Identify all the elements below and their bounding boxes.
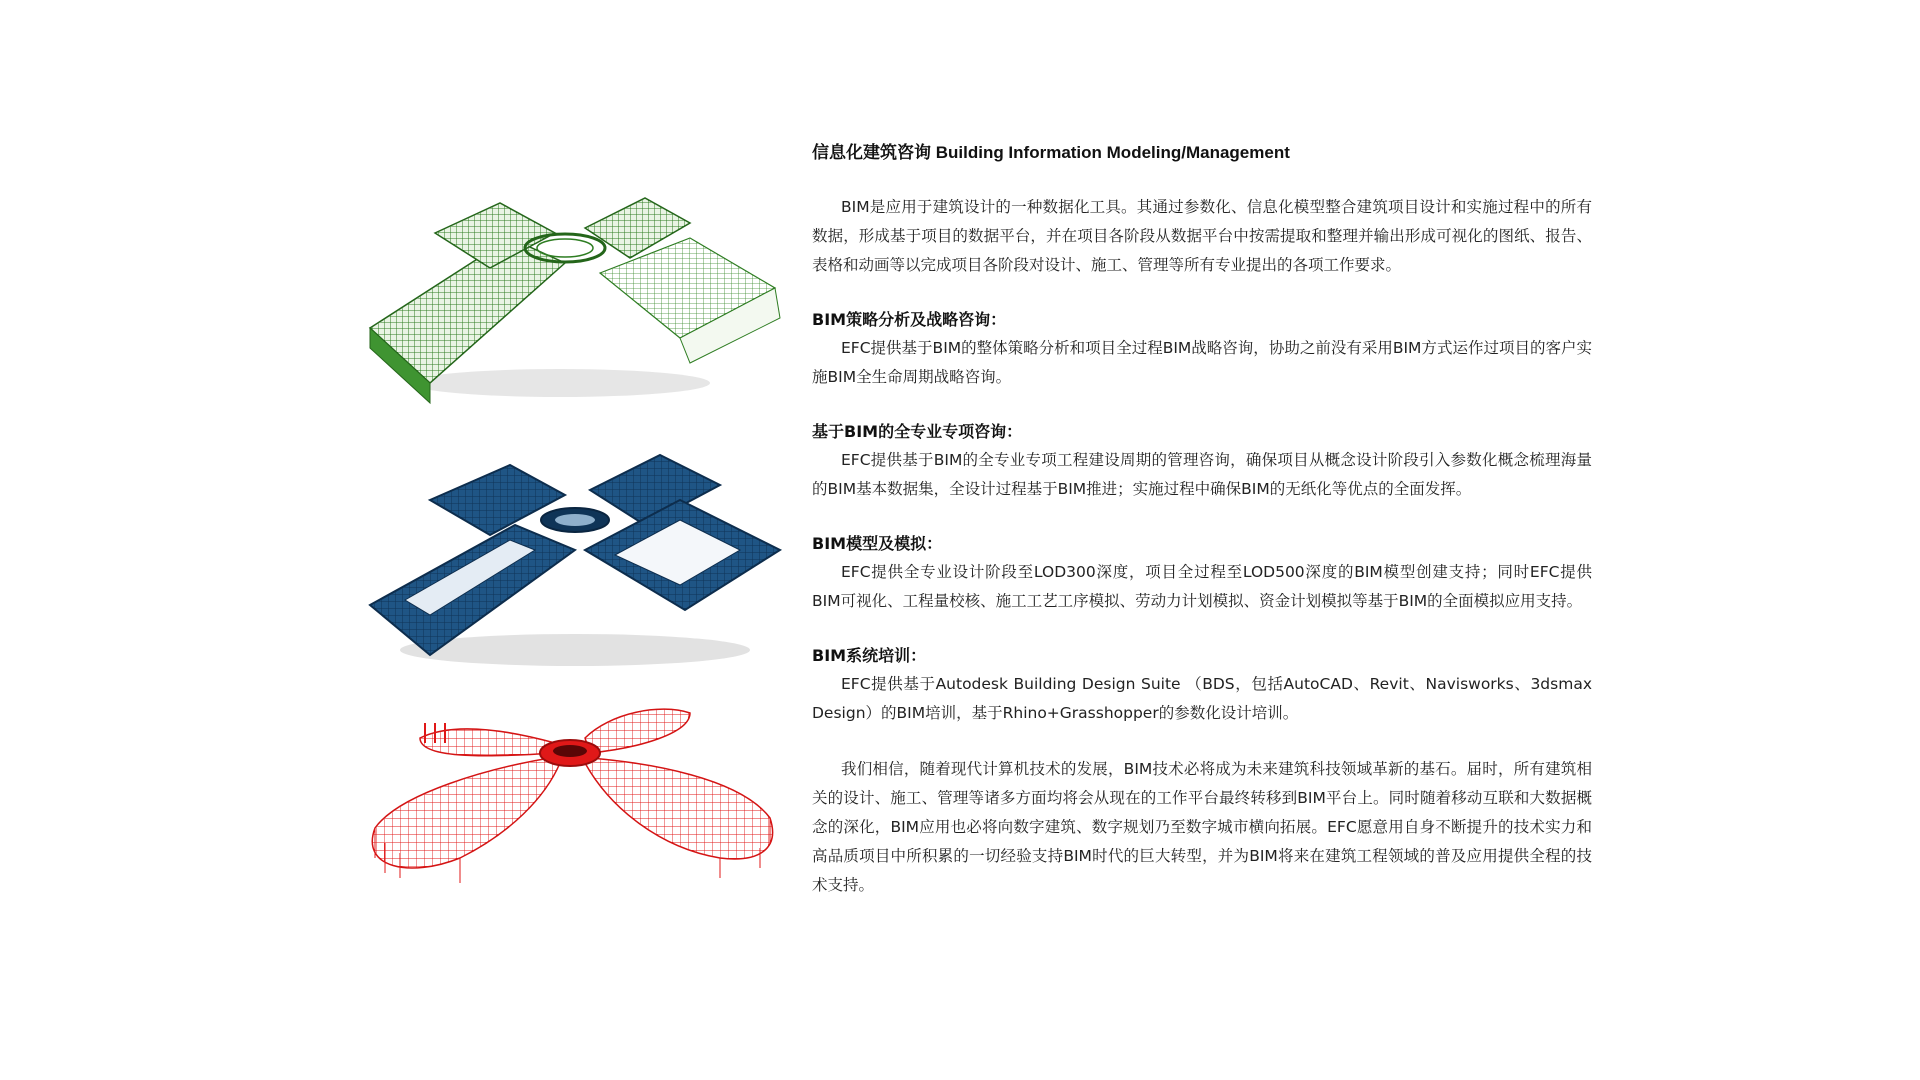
red-wireframe-model: [360, 698, 790, 908]
section-body: EFC提供基于BIM的全专业专项工程建设周期的管理咨询，确保项目从概念设计阶段引入参数化概念梳理海量的BIM基本数据集，全设计过程基于BIM推进；实施过程中确保BIM的无纸化等优点的全面发挥。: [812, 451, 1592, 498]
closing-section: [812, 755, 1592, 900]
green-wireframe-model: [360, 178, 790, 408]
section-consulting: [812, 419, 1592, 504]
section-heading: BIM系统培训：: [812, 646, 927, 665]
section-modeling: [812, 531, 1592, 616]
article-content: [812, 138, 1592, 927]
intro-paragraph: BIM是应用于建筑设计的一种数据化工具。其通过参数化、信息化模型整合建筑项目设计和实施过程中的所有数据，形成基于项目的数据平台，并在项目各阶段从数据平台中按需提取和整理并输出形成可视化的图纸、报告、表格和动画等以完成项目各阶段对设计、施工、管理等所有专业提出的各项工作要求。: [812, 198, 1592, 274]
section-heading: 基于BIM的全专业专项咨询：: [812, 422, 1023, 441]
section-body: EFC提供基于BIM的整体策略分析和项目全过程BIM战略咨询，协助之前没有采用BIM方式运作过项目的客户实施BIM全生命周期战略咨询。: [812, 339, 1592, 386]
section-heading: BIM策略分析及战略咨询：: [812, 310, 1007, 329]
section-body: EFC提供全专业设计阶段至LOD300深度，项目全过程至LOD500深度的BIM模型创建支持；同时EFC提供BIM可视化、工程量校核、施工工艺工序模拟、劳动力计划模拟、资金计划模拟等基于BIM的全面模拟应用支持。: [812, 563, 1592, 610]
section-heading: BIM模型及模拟：: [812, 534, 943, 553]
section-body: EFC提供基于Autodesk Building Design Suite （BDS，包括AutoCAD、Revit、Navisworks、3dsmax Design）的BIM培训，基于Rhino+Grasshopper的参数化设计培训。: [812, 675, 1592, 722]
blue-solid-model: [360, 440, 790, 670]
model-illustrations: [360, 178, 790, 918]
closing-paragraph: 我们相信，随着现代计算机技术的发展，BIM技术必将成为未来建筑科技领域革新的基石。届时，所有建筑相关的设计、施工、管理等诸多方面均将会从现在的工作平台最终转移到BIM平台上。同时随着移动互联和大数据概念的深化，BIM应用也必将向数字建筑、数字规划乃至数字城市横向拓展。EFC愿意用自身不断提升的技术实力和高品质项目中所积累的一切经验支持BIM时代的巨大转型，并为BIM将来在建筑工程领域的普及应用提供全程的技术支持。: [812, 760, 1592, 894]
section-strategy: [812, 307, 1592, 392]
intro-section: [812, 193, 1592, 280]
page-title: 信息化建筑咨询 Building Information Modeling/Management: [812, 143, 1290, 162]
section-training: [812, 643, 1592, 728]
